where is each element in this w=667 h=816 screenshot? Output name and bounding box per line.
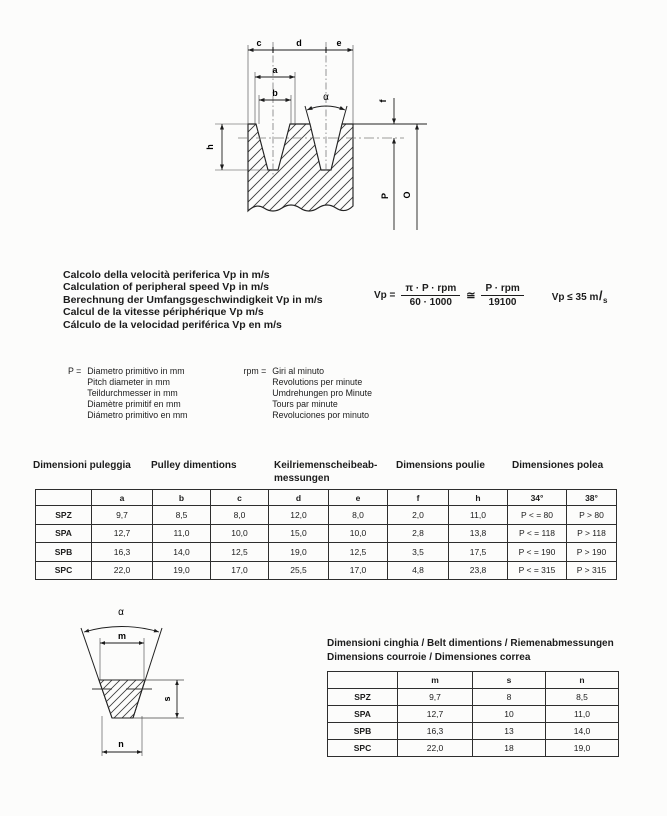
cell: 23,8 xyxy=(449,561,508,580)
col-header-blank xyxy=(36,490,92,506)
pulley-table-header-row xyxy=(36,490,617,506)
vp-limit-value: Vp ≤ 35 m xyxy=(551,292,599,303)
cde-extension-lines xyxy=(248,45,353,124)
pulley-table-title-de xyxy=(274,460,392,485)
cell: 16,3 xyxy=(398,723,473,740)
cell: 8,5 xyxy=(546,689,619,706)
cell: 19,0 xyxy=(269,543,329,562)
cell: 12,5 xyxy=(329,543,388,562)
cell: 22,0 xyxy=(398,740,473,757)
cell: 14,0 xyxy=(153,543,211,562)
fraction2-numerator: P · rpm xyxy=(481,283,523,296)
cell: 25,5 xyxy=(269,561,329,580)
cell: 3,5 xyxy=(388,543,449,562)
col-header-d: d xyxy=(269,490,329,506)
heading-it: Calcolo della velocità periferica Vp in m/s xyxy=(63,269,270,281)
cell: 2,0 xyxy=(388,506,449,525)
cell: 11,0 xyxy=(153,524,211,543)
belt-table-title xyxy=(327,637,614,664)
cell: 10 xyxy=(473,706,546,723)
dim-label-alpha: α xyxy=(323,92,329,103)
vp-limit xyxy=(552,288,608,303)
dim-label-o: O xyxy=(402,191,412,199)
row-label: SPA xyxy=(328,706,398,723)
row-label: SPC xyxy=(328,740,398,757)
rpm-line-es: Revoluciones por minuto xyxy=(272,409,370,420)
row-label: SPC xyxy=(36,561,92,580)
p-line-en: Pitch diameter in mm xyxy=(87,376,170,387)
dim-label-a: a xyxy=(272,65,278,75)
belt-table-title-line1: Dimensioni cinghia / Belt dimentions / Riemenabmessungen xyxy=(327,638,614,649)
belt-dimensions-table xyxy=(327,671,619,757)
col-header-b: b xyxy=(153,490,211,506)
cell: 17,0 xyxy=(211,561,269,580)
cell: 12,5 xyxy=(211,543,269,562)
cell: 12,7 xyxy=(92,524,153,543)
symbol-definitions xyxy=(68,366,372,421)
col-header-a: a xyxy=(92,490,153,506)
pulley-section-diagram xyxy=(105,25,445,240)
col-header-s: s xyxy=(473,672,546,689)
dim-label-d: d xyxy=(296,38,302,48)
cell: 8 xyxy=(473,689,546,706)
row-label: SPB xyxy=(36,543,92,562)
col-header-34deg: 34° xyxy=(508,490,567,506)
cell: 11,0 xyxy=(546,706,619,723)
cell: 22,0 xyxy=(92,561,153,580)
cell: 2,8 xyxy=(388,524,449,543)
cell: 9,7 xyxy=(398,689,473,706)
cell: 12,0 xyxy=(269,506,329,525)
table-row-spb xyxy=(36,543,617,562)
belt-label-s: s xyxy=(162,696,172,702)
dim-label-p: P xyxy=(380,192,390,200)
rpm-line-fr: Tours par minute xyxy=(272,398,338,409)
definition-p-lines xyxy=(87,366,187,421)
p-line-it: Diametro primitivo in mm xyxy=(87,366,185,376)
table-row-spz xyxy=(328,689,619,706)
pulley-table-title-it: Dimensioni puleggia xyxy=(33,460,131,471)
pulley-body xyxy=(248,124,353,211)
a-extension-lines xyxy=(255,72,295,124)
fraction1-numerator: π · P · rpm xyxy=(401,283,460,296)
rpm-line-it: Giri al minuto xyxy=(272,366,325,376)
pulley-table-title-fr: Dimensions poulie xyxy=(396,460,485,471)
symbol-rpm: rpm = xyxy=(243,366,267,376)
cell: 8,5 xyxy=(153,506,211,525)
cell: 8,0 xyxy=(329,506,388,525)
cell: 4,8 xyxy=(388,561,449,580)
cell: 15,0 xyxy=(269,524,329,543)
fraction1-denominator: 60 · 1000 xyxy=(409,297,452,308)
vp-limit-slash: / xyxy=(598,288,603,303)
cell: 13,8 xyxy=(449,524,508,543)
belt-label-alpha: α xyxy=(118,607,124,618)
definition-rpm xyxy=(244,366,373,421)
n-extension-lines xyxy=(102,716,142,756)
belt-label-m: m xyxy=(117,631,127,641)
formula-lhs: Vp = xyxy=(374,290,396,301)
dim-label-f: f xyxy=(378,99,388,103)
rpm-line-en: Revolutions per minute xyxy=(272,376,363,387)
cell: 10,0 xyxy=(211,524,269,543)
cell: 13 xyxy=(473,723,546,740)
pulley-table-title-de-line1: Keilriemenscheibeab- xyxy=(274,460,378,471)
col-header-m: m xyxy=(398,672,473,689)
col-header-n: n xyxy=(546,672,619,689)
belt-label-n: n xyxy=(118,739,124,749)
heading-en: Calculation of peripheral speed Vp in m/s xyxy=(63,281,269,294)
belt-section-diagram xyxy=(70,600,200,765)
col-header-h: h xyxy=(449,490,508,506)
cell: P > 315 xyxy=(567,561,617,580)
belt-table-header-row xyxy=(328,672,619,689)
cell: P < = 80 xyxy=(508,506,567,525)
formula-fraction-1 xyxy=(401,283,460,308)
cell: 14,0 xyxy=(546,723,619,740)
dim-label-b: b xyxy=(272,88,278,98)
row-label: SPZ xyxy=(328,689,398,706)
cell: 17,5 xyxy=(449,543,508,562)
symbol-p: P = xyxy=(68,366,82,376)
approx-equal-sign: ≅ xyxy=(466,290,476,302)
row-label: SPB xyxy=(328,723,398,740)
table-row-spc xyxy=(328,740,619,757)
dim-label-h: h xyxy=(205,144,215,150)
cell: P > 190 xyxy=(567,543,617,562)
cell: 18 xyxy=(473,740,546,757)
m-extension-lines xyxy=(100,638,144,680)
col-header-f: f xyxy=(388,490,449,506)
rpm-line-de: Umdrehungen pro Minute xyxy=(272,387,373,398)
pulley-dimensions-table xyxy=(35,489,617,580)
formula-fraction-2 xyxy=(481,283,523,308)
pulley-table-title-en: Pulley dimentions xyxy=(151,460,237,471)
table-row-spz xyxy=(36,506,617,525)
cell: 16,3 xyxy=(92,543,153,562)
cell: 12,7 xyxy=(398,706,473,723)
row-label: SPA xyxy=(36,524,92,543)
p-line-fr: Diamètre primitif en mm xyxy=(87,398,181,409)
cell: P > 80 xyxy=(567,506,617,525)
table-row-spb xyxy=(328,723,619,740)
belt-table-title-line2: Dimensions courroie / Dimensiones correa xyxy=(327,651,531,663)
cell: 19,0 xyxy=(153,561,211,580)
table-row-spc xyxy=(36,561,617,580)
speed-calc-headings xyxy=(63,269,396,331)
cell: P < = 315 xyxy=(508,561,567,580)
col-header-c: c xyxy=(211,490,269,506)
col-header-blank xyxy=(328,672,398,689)
fraction2-denominator: 19100 xyxy=(488,297,517,308)
cell: 9,7 xyxy=(92,506,153,525)
col-header-e: e xyxy=(329,490,388,506)
table-row-spa xyxy=(328,706,619,723)
pulley-table-title-de-line2: messungen xyxy=(274,472,330,484)
vp-limit-unit: s xyxy=(602,296,608,305)
b-extension-lines xyxy=(259,95,291,124)
p-line-es: Diámetro primitivo en mm xyxy=(87,409,188,420)
cell: 10,0 xyxy=(329,524,388,543)
row-label: SPZ xyxy=(36,506,92,525)
cell: 19,0 xyxy=(546,740,619,757)
cell: 11,0 xyxy=(449,506,508,525)
heading-es: Cálculo de la velocidad periférica Vp en m/s xyxy=(63,318,282,331)
col-header-38deg: 38° xyxy=(567,490,617,506)
cell: 17,0 xyxy=(329,561,388,580)
table-row-spa xyxy=(36,524,617,543)
p-line-de: Teildurchmesser in mm xyxy=(87,387,178,398)
dim-label-e: e xyxy=(336,38,342,48)
definition-rpm-lines xyxy=(272,366,372,421)
cell: P < = 118 xyxy=(508,524,567,543)
dim-label-c: c xyxy=(256,38,262,48)
pulley-table-title-es: Dimensiones polea xyxy=(512,460,604,471)
vp-formula xyxy=(374,283,607,308)
belt-body xyxy=(99,680,145,718)
definition-p xyxy=(68,366,188,421)
cell: 8,0 xyxy=(211,506,269,525)
heading-fr: Calcul de la vitesse périphérique Vp m/s xyxy=(63,306,264,319)
cell: P < = 190 xyxy=(508,543,567,562)
cell: P > 118 xyxy=(567,524,617,543)
heading-de: Berechnung der Umfangsgeschwindigkeit Vp in m/s xyxy=(63,293,323,306)
